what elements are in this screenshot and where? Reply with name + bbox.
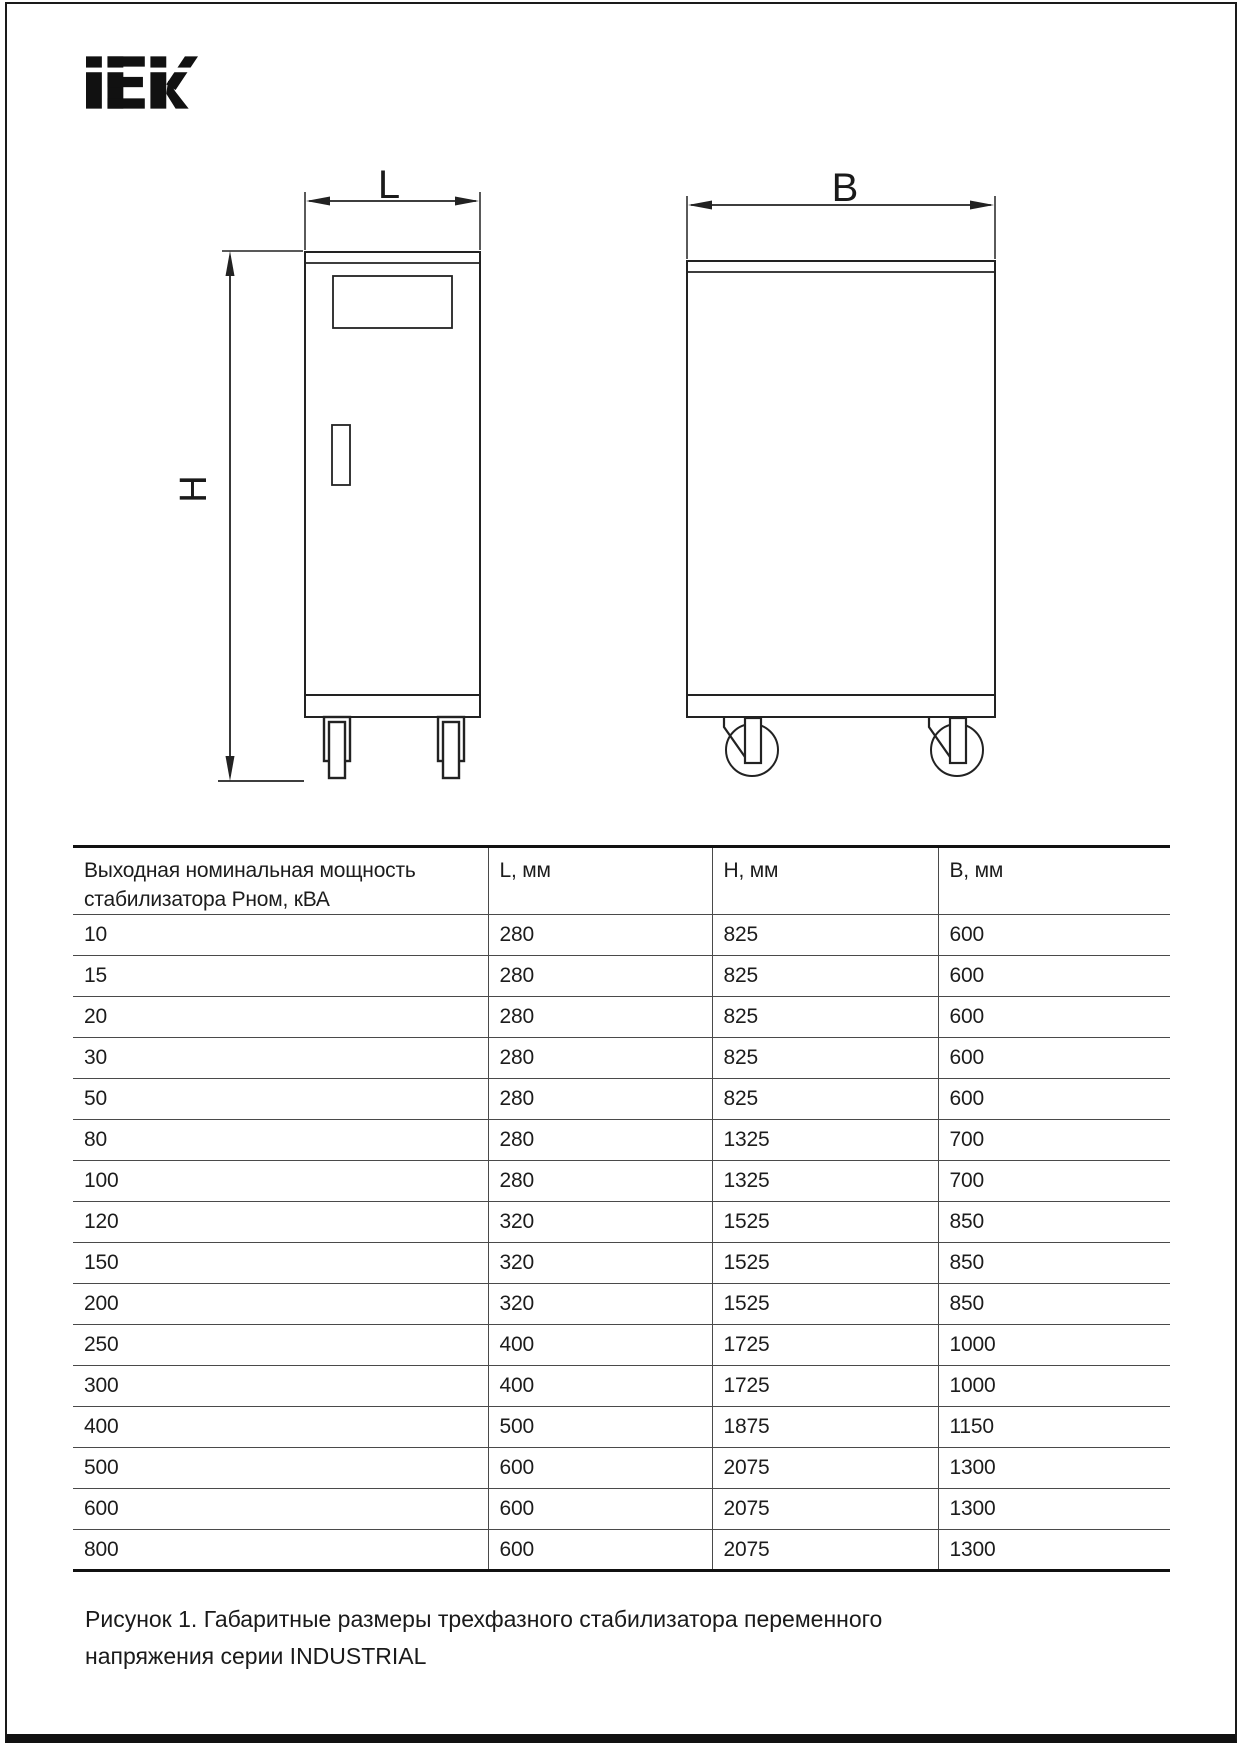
- cell-l: 280: [488, 956, 712, 997]
- cell-b: 1300: [938, 1530, 1170, 1571]
- cell-b: 1000: [938, 1366, 1170, 1407]
- table-row: [73, 1038, 1170, 1079]
- cell-power: 500: [73, 1448, 488, 1489]
- table-row: [73, 997, 1170, 1038]
- table-header-row: [73, 847, 1170, 915]
- arrow-right-icon: [970, 201, 994, 210]
- table-row: [73, 1243, 1170, 1284]
- cell-b: 600: [938, 1038, 1170, 1079]
- cell-b: 850: [938, 1202, 1170, 1243]
- cell-h: 1725: [712, 1366, 938, 1407]
- cell-l: 280: [488, 1161, 712, 1202]
- table-row: [73, 1448, 1170, 1489]
- cell-b: 1000: [938, 1325, 1170, 1366]
- header-h: H, мм: [712, 847, 938, 915]
- header-power: [73, 847, 488, 915]
- cell-power: 80: [73, 1120, 488, 1161]
- cell-l: 280: [488, 1120, 712, 1161]
- cell-h: 825: [712, 956, 938, 997]
- dimensions-table-container: [73, 845, 1170, 1572]
- figure-caption: [85, 1601, 1135, 1675]
- cell-b: 700: [938, 1120, 1170, 1161]
- cell-b: 1300: [938, 1448, 1170, 1489]
- table-row: [73, 915, 1170, 956]
- arrow-down-icon: [226, 756, 235, 781]
- front-view-drawing: [173, 163, 480, 781]
- cell-power: 120: [73, 1202, 488, 1243]
- header-power-line2: стабилизатора Рном, кВА: [84, 888, 330, 911]
- cell-h: 2075: [712, 1530, 938, 1571]
- cell-power: 100: [73, 1161, 488, 1202]
- dimensions-table: [73, 845, 1170, 1572]
- cell-l: 600: [488, 1448, 712, 1489]
- cell-power: 250: [73, 1325, 488, 1366]
- cell-l: 320: [488, 1243, 712, 1284]
- dimension-drawings: [0, 0, 1241, 820]
- cell-l: 600: [488, 1530, 712, 1571]
- cell-l: 320: [488, 1202, 712, 1243]
- cell-b: 600: [938, 956, 1170, 997]
- cell-power: 800: [73, 1530, 488, 1571]
- cell-power: 10: [73, 915, 488, 956]
- cell-h: 1525: [712, 1202, 938, 1243]
- side-cabinet-body: [687, 261, 995, 695]
- cell-b: 850: [938, 1284, 1170, 1325]
- cell-l: 400: [488, 1366, 712, 1407]
- cell-l: 280: [488, 1038, 712, 1079]
- cell-h: 825: [712, 1079, 938, 1120]
- arrow-left-icon: [306, 197, 330, 206]
- cell-h: 1525: [712, 1243, 938, 1284]
- front-height-dim-label: H: [173, 475, 215, 503]
- cell-power: 200: [73, 1284, 488, 1325]
- table-row: [73, 1407, 1170, 1448]
- cell-power: 400: [73, 1407, 488, 1448]
- front-caster-right: [438, 717, 464, 778]
- cell-power: 150: [73, 1243, 488, 1284]
- cell-b: 850: [938, 1243, 1170, 1284]
- side-depth-dim-label: B: [831, 166, 859, 210]
- cell-power: 15: [73, 956, 488, 997]
- table-row: [73, 956, 1170, 997]
- arrow-left-icon: [688, 201, 712, 210]
- header-power-line1: Выходная номинальная мощность: [84, 859, 416, 882]
- table-row: [73, 1325, 1170, 1366]
- cell-b: 600: [938, 997, 1170, 1038]
- table-row: [73, 1079, 1170, 1120]
- side-caster-right: [929, 717, 983, 776]
- cell-l: 600: [488, 1489, 712, 1530]
- side-base-strip: [687, 695, 995, 717]
- cell-h: 825: [712, 915, 938, 956]
- table-row: [73, 1202, 1170, 1243]
- figure-caption-line2: напряжения серии INDUSTRIAL: [85, 1643, 427, 1669]
- header-b: B, мм: [938, 847, 1170, 915]
- cell-power: 300: [73, 1366, 488, 1407]
- front-base-strip: [305, 695, 480, 717]
- cell-power: 30: [73, 1038, 488, 1079]
- table-row: [73, 1120, 1170, 1161]
- cell-h: 2075: [712, 1448, 938, 1489]
- cell-l: 400: [488, 1325, 712, 1366]
- table-row: [73, 1489, 1170, 1530]
- cell-h: 825: [712, 1038, 938, 1079]
- cell-b: 600: [938, 915, 1170, 956]
- cell-power: 20: [73, 997, 488, 1038]
- cell-l: 280: [488, 997, 712, 1038]
- cell-power: 50: [73, 1079, 488, 1120]
- cell-h: 2075: [712, 1489, 938, 1530]
- cell-b: 1300: [938, 1489, 1170, 1530]
- cell-b: 700: [938, 1161, 1170, 1202]
- front-caster-left: [324, 717, 350, 778]
- cell-h: 1325: [712, 1120, 938, 1161]
- cell-h: 1325: [712, 1161, 938, 1202]
- cell-l: 280: [488, 1079, 712, 1120]
- table-row: [73, 1161, 1170, 1202]
- cell-power: 600: [73, 1489, 488, 1530]
- table-body: [73, 915, 1170, 1571]
- table-row: [73, 1284, 1170, 1325]
- cell-l: 280: [488, 915, 712, 956]
- cell-b: 1150: [938, 1407, 1170, 1448]
- cell-h: 825: [712, 997, 938, 1038]
- cell-h: 1525: [712, 1284, 938, 1325]
- header-l: L, мм: [488, 847, 712, 915]
- cell-h: 1875: [712, 1407, 938, 1448]
- cell-l: 500: [488, 1407, 712, 1448]
- front-width-dim-label: L: [377, 163, 401, 207]
- side-view-drawing: [687, 166, 995, 776]
- cell-b: 600: [938, 1079, 1170, 1120]
- figure-caption-line1: Рисунок 1. Габаритные размеры трехфазного стабилизатора переменного: [85, 1606, 883, 1632]
- cell-h: 1725: [712, 1325, 938, 1366]
- arrow-right-icon: [455, 197, 479, 206]
- table-row: [73, 1366, 1170, 1407]
- table-row: [73, 1530, 1170, 1571]
- side-caster-left: [724, 717, 778, 776]
- arrow-up-icon: [226, 251, 235, 276]
- cell-l: 320: [488, 1284, 712, 1325]
